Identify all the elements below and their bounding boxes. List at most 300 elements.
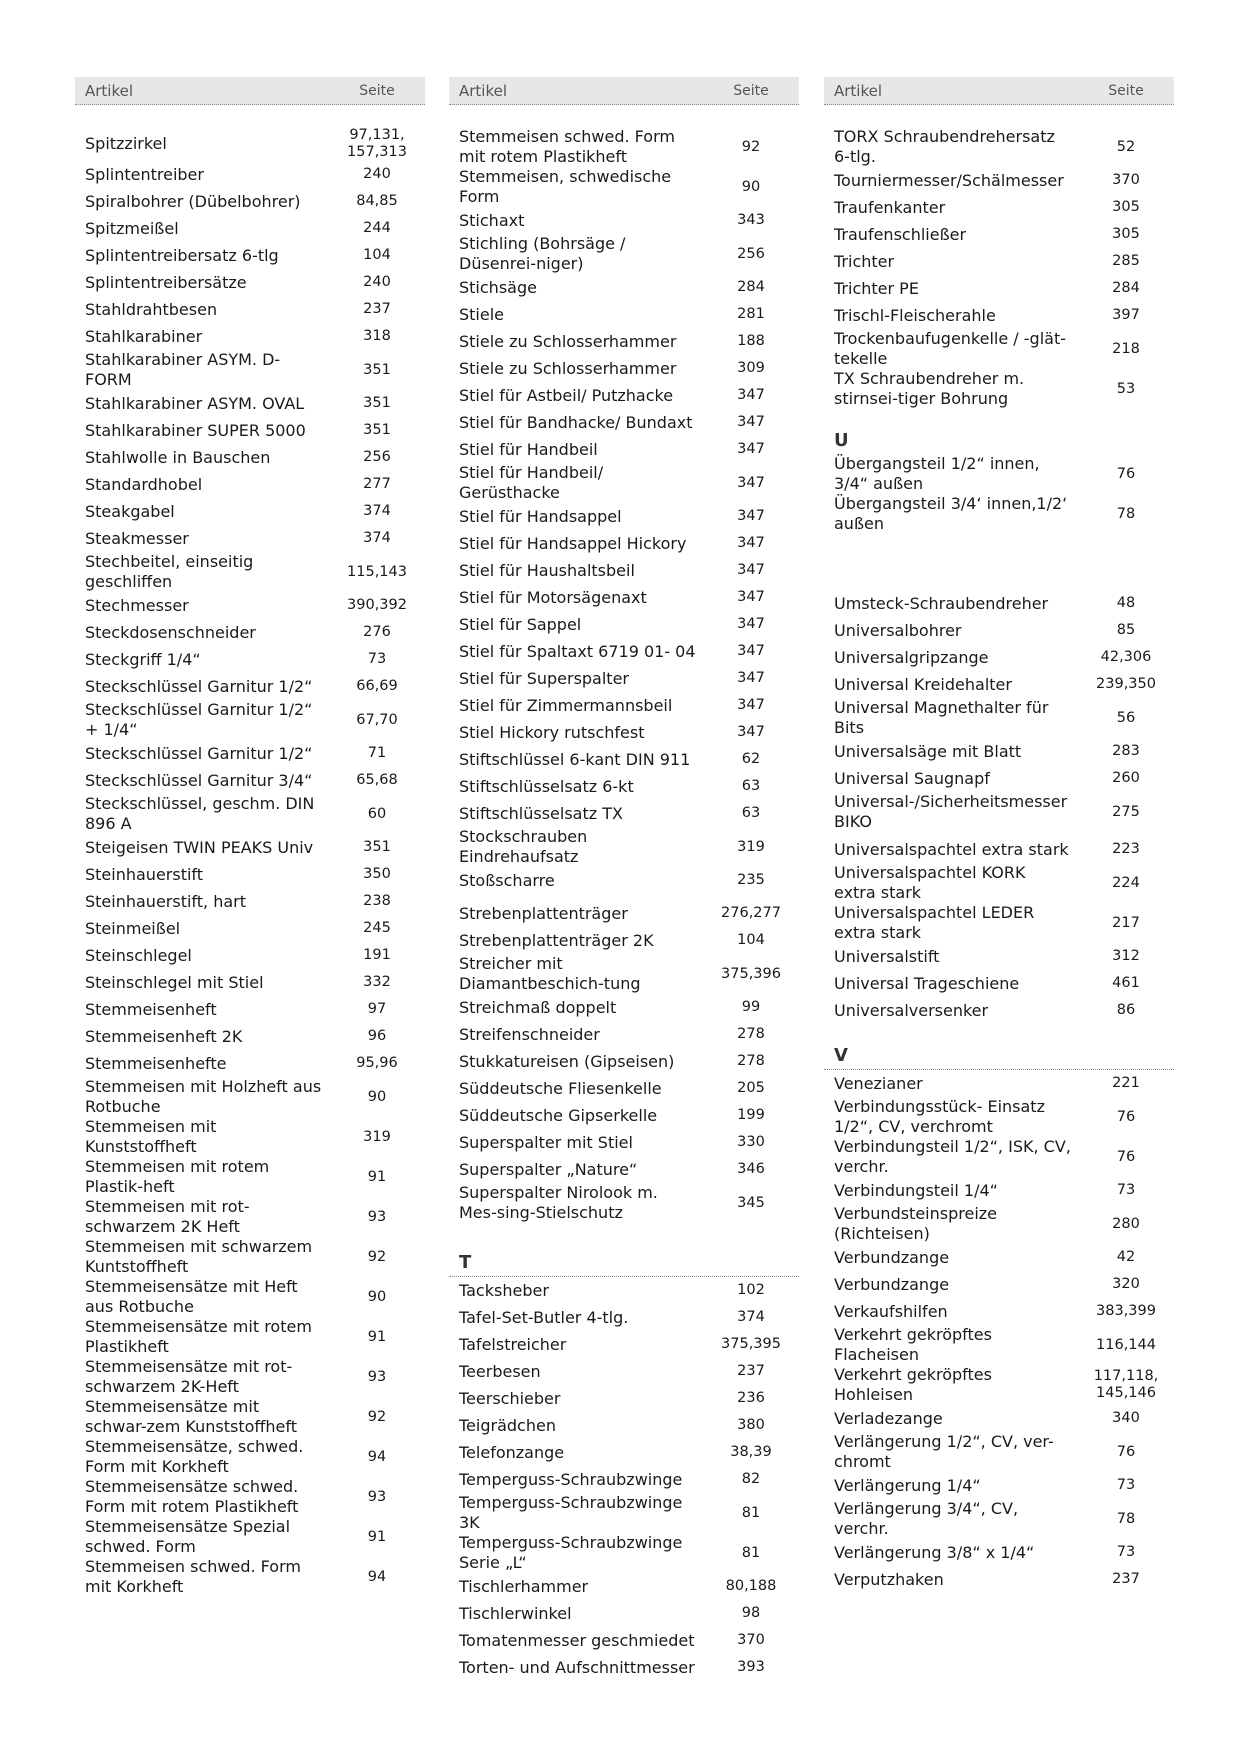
entry-page: 276 [363, 624, 391, 640]
entry-page: 281 [737, 306, 765, 322]
entry-page: 347 [737, 387, 765, 403]
entry-page: 188 [737, 333, 765, 349]
index-entry [449, 234, 799, 274]
entry-name: Stemmeisensätze mit rot-schwarzem 2K-Heft [85, 1357, 293, 1396]
entry-page: 91 [367, 1328, 387, 1345]
entry-page: 91 [367, 1528, 387, 1545]
index-entry [449, 927, 799, 954]
entry-page: 332 [363, 974, 391, 990]
index-entry [449, 382, 799, 409]
entry-page: 82 [741, 1471, 761, 1487]
entry-page: 347 [737, 474, 765, 491]
index-entry [75, 1317, 425, 1357]
index-entry [824, 1432, 1174, 1472]
entry-page: 347 [737, 643, 765, 659]
entry-name: Stahlwolle in Bauschen [85, 447, 271, 467]
entry-page: 224 [1112, 874, 1140, 891]
entry-name: Steckschlüssel Garnitur 1/2“ [85, 676, 313, 696]
index-column-1 [75, 77, 425, 1597]
entry-page: 240 [363, 166, 391, 182]
entry-page: 42 [1116, 1249, 1136, 1265]
index-entry [449, 557, 799, 584]
spacer [824, 1024, 1174, 1042]
entry-name: Stemmeisen mit rot-schwarzem 2K Heft [85, 1197, 250, 1236]
entry-page: 71 [367, 745, 387, 761]
index-entry [449, 1466, 799, 1493]
index-entry [824, 1539, 1174, 1566]
index-entry [824, 671, 1174, 698]
entry-page: 221 [1112, 1075, 1140, 1091]
index-entry [75, 1437, 425, 1477]
entry-name: Stichsäge [459, 277, 537, 297]
index-entry [75, 700, 425, 740]
index-entry [824, 1365, 1174, 1405]
entry-name: Verbindungsteil 1/2“, ISK, CV, verchr. [834, 1137, 1071, 1176]
index-entry [449, 274, 799, 301]
index-entry [75, 915, 425, 942]
entry-page: 92 [741, 138, 761, 155]
index-entry [449, 355, 799, 382]
index-entry [75, 673, 425, 700]
entry-name: Stemmeisen schwed. Form mit Korkheft [85, 1557, 301, 1596]
index-entry [75, 1117, 425, 1157]
entry-name: Temperguss-Schraubzwinge 3K [459, 1493, 683, 1532]
entry-name: Verbundzange [834, 1247, 950, 1267]
entry-page: 48 [1116, 595, 1136, 611]
index-entry [449, 1439, 799, 1466]
entry-name: Verkehrt gekröpftes Flacheisen [834, 1325, 992, 1364]
index-entry [75, 969, 425, 996]
index-entry [75, 1557, 425, 1597]
entry-name: Universalversenker [834, 1000, 989, 1020]
index-entry [449, 1183, 799, 1223]
index-entry [449, 584, 799, 611]
entry-name: Temperguss-Schraubzwinge Serie „L“ [459, 1533, 683, 1572]
entry-name: Stahldrahtbesen [85, 299, 218, 319]
index-entry [449, 746, 799, 773]
index-entry [449, 692, 799, 719]
entry-page: 319 [737, 838, 765, 855]
entry-name: Standardhobel [85, 474, 203, 494]
index-entry [75, 188, 425, 215]
index-entry [75, 942, 425, 969]
entry-page: 76 [1116, 1108, 1136, 1125]
entry-name: Stemmeisen mit rotem Plastik-heft [85, 1157, 270, 1196]
entry-name: Tourniermesser/Schälmesser [834, 170, 1064, 190]
index-entry [449, 1600, 799, 1627]
index-entry [824, 863, 1174, 903]
entry-name: Teigrädchen [459, 1415, 556, 1435]
entry-name: Streicher mit Diamantbeschich-tung [459, 954, 641, 993]
entry-page: 63 [741, 778, 761, 794]
index-entry [75, 525, 425, 552]
section-letter: U [834, 430, 849, 451]
index-entry [449, 827, 799, 867]
entry-name: Steakgabel [85, 501, 175, 521]
entry-name: Umsteck-Schraubendreher [834, 593, 1049, 613]
entry-page: 280 [1112, 1215, 1140, 1232]
entry-name: Stemmeisensätze mit rotem Plastikheft [85, 1317, 312, 1356]
index-entry [824, 644, 1174, 671]
entry-page: 278 [737, 1026, 765, 1042]
entry-page: 76 [1116, 465, 1136, 482]
entry-name: Stiele zu Schlosserhammer [459, 358, 677, 378]
entry-name: Spiralbohrer (Dübelbohrer) [85, 191, 301, 211]
index-entry [449, 800, 799, 827]
entry-page: 73 [367, 651, 387, 667]
entry-page: 115,143 [347, 563, 407, 580]
index-entry [75, 1023, 425, 1050]
entry-name: Teerbesen [459, 1361, 541, 1381]
entry-name: Trischl-Fleischerahle [834, 305, 996, 325]
entry-name: Superspalter Nirolook m. Mes-sing-Stielschutz [459, 1183, 658, 1222]
index-entry [824, 248, 1174, 275]
index-entry [449, 1533, 799, 1573]
section-letter: T [449, 1249, 799, 1277]
entry-name: Stiel für Sappel [459, 614, 582, 634]
entry-page: 78 [1116, 1510, 1136, 1527]
entry-page: 347 [737, 441, 765, 457]
index-entry [75, 1237, 425, 1277]
entry-name: Stichling (Bohrsäge / Düsenrei-niger) [459, 234, 626, 273]
entry-name: Spitzzirkel [85, 134, 167, 153]
entry-name: Verlängerung 3/8“ x 1/4“ [834, 1542, 1035, 1562]
entry-page: 94 [367, 1448, 387, 1465]
entry-page: 347 [737, 589, 765, 605]
entry-name: Stemmeisenheft 2K [85, 1026, 243, 1046]
entry-name: Universalspachtel KORK extra stark [834, 863, 1026, 902]
index-entry [824, 792, 1174, 832]
index-entry [75, 242, 425, 269]
entry-page: 256 [363, 449, 391, 465]
entry-page: 374 [363, 503, 391, 519]
index-entry [824, 454, 1174, 494]
entry-page: 90 [741, 178, 761, 195]
index-entry [449, 436, 799, 463]
entry-name: Stemmeisensätze mit Heft aus Rotbuche [85, 1277, 298, 1316]
entry-page: 285 [1112, 253, 1140, 269]
entry-name: Verladezange [834, 1408, 943, 1428]
entry-page: 66,69 [356, 678, 398, 694]
entry-page: 393 [737, 1659, 765, 1675]
index-entry [449, 1102, 799, 1129]
entry-list [449, 105, 799, 1681]
entry-page: 351 [363, 395, 391, 411]
index-entry [75, 794, 425, 834]
entry-name: Universal-/Sicherheitsmesser BIKO [834, 792, 1068, 831]
entry-page: 235 [737, 872, 765, 888]
entry-name: Verlängerung 3/4“, CV, verchr. [834, 1499, 1019, 1538]
entry-name: Steigeisen TWIN PEAKS Univ [85, 837, 314, 857]
entry-name: Strebenplattenträger 2K [459, 930, 654, 950]
entry-name: Traufenkanter [834, 197, 946, 217]
header-page: Seite [733, 82, 769, 99]
entry-page: 63 [741, 805, 761, 821]
index-entry [75, 350, 425, 390]
entry-page: 217 [1112, 914, 1140, 931]
index-entry [449, 665, 799, 692]
entry-name: Steinhauerstift [85, 864, 204, 884]
index-entry [824, 943, 1174, 970]
entry-name: Universal Magnethalter für Bits [834, 698, 1049, 737]
entry-page: 94 [367, 1568, 387, 1585]
index-column-2 [449, 77, 799, 1681]
index-entry [824, 369, 1174, 409]
index-entry [75, 646, 425, 673]
entry-name: Tischlerhammer [459, 1576, 589, 1596]
entry-page: 62 [741, 751, 761, 767]
index-entry [449, 719, 799, 746]
entry-name: Übergangsteil 1/2“ innen, 3/4“ außen [834, 454, 1040, 493]
entry-page: 375,395 [721, 1336, 781, 1352]
entry-name: Verbundzange [834, 1274, 950, 1294]
index-entry [824, 997, 1174, 1024]
entry-name: Verlängerung 1/2“, CV, ver-chromt [834, 1432, 1054, 1471]
entry-name: Superspalter „Nature“ [459, 1159, 638, 1179]
index-entry [449, 1358, 799, 1385]
spacer [824, 534, 1174, 590]
entry-page: 343 [737, 212, 765, 228]
entry-name: Stiel für Superspalter [459, 668, 629, 688]
index-entry [75, 619, 425, 646]
entry-page: 95,96 [356, 1055, 398, 1071]
entry-name: Süddeutsche Gipserkelle [459, 1105, 658, 1125]
entry-page: 275 [1112, 803, 1140, 820]
entry-page: 238 [363, 893, 391, 909]
index-entry [75, 471, 425, 498]
entry-name: Stiel für Handbeil [459, 439, 598, 459]
index-column-3 [824, 77, 1174, 1593]
entry-page: 347 [737, 616, 765, 632]
index-entry [824, 1204, 1174, 1244]
index-entry [824, 1405, 1174, 1432]
entry-page: 85 [1116, 622, 1136, 638]
entry-name: Stockschrauben Eindrehaufsatz [459, 827, 588, 866]
entry-name: Universalbohrer [834, 620, 962, 640]
entry-page: 67,70 [356, 711, 398, 728]
entry-name: Stiel für Zimmermannsbeil [459, 695, 673, 715]
index-entry [824, 302, 1174, 329]
entry-page: 351 [363, 839, 391, 855]
entry-name: Stemmeisen mit Kunststoffheft [85, 1117, 217, 1156]
entry-name: TORX Schraubendrehersatz 6-tlg. [834, 127, 1055, 166]
entry-name: Verkehrt gekröpftes Hohleisen [834, 1365, 992, 1404]
entry-name: Stiel für Astbeil/ Putzhacke [459, 385, 674, 405]
entry-name: Torten- und Aufschnittmesser [459, 1657, 695, 1677]
entry-page: 104 [737, 932, 765, 948]
entry-list [824, 105, 1174, 1593]
entry-page: 347 [737, 414, 765, 430]
entry-name: Stukkatureisen (Gipseisen) [459, 1051, 675, 1071]
index-entry [449, 463, 799, 503]
entry-page: 223 [1112, 841, 1140, 857]
index-entry [824, 765, 1174, 792]
index-entry [75, 996, 425, 1023]
entry-name: Stemmeisen mit Holzheft aus Rotbuche [85, 1077, 322, 1116]
entry-name: Steinschlegel mit Stiel [85, 972, 264, 992]
entry-name: Stahlkarabiner ASYM. D-FORM [85, 350, 281, 389]
entry-name: Stiftschlüsselsatz 6-kt [459, 776, 634, 796]
entry-name: Verputzhaken [834, 1569, 944, 1589]
entry-page: 244 [363, 220, 391, 236]
entry-name: Steckgriff 1/4“ [85, 649, 201, 669]
entry-page: 390,392 [347, 597, 407, 613]
entry-name: Stichaxt [459, 210, 525, 230]
index-entry [449, 1573, 799, 1600]
entry-page: 56 [1116, 709, 1136, 726]
index-entry [824, 738, 1174, 765]
entry-name: Stemmeisensätze mit schwar-zem Kunststoffheft [85, 1397, 298, 1436]
entry-name: Steinmeißel [85, 918, 181, 938]
entry-page: 97 [367, 1001, 387, 1017]
index-entry [449, 328, 799, 355]
column-header [75, 77, 425, 105]
entry-name: Steckschlüssel Garnitur 1/2“ [85, 743, 313, 763]
entry-name: Verlängerung 1/4“ [834, 1475, 981, 1495]
index-entry [824, 127, 1174, 167]
entry-name: Steckschlüssel Garnitur 1/2“ + 1/4“ [85, 700, 313, 739]
header-page: Seite [1108, 82, 1144, 99]
index-entry [449, 867, 799, 894]
entry-page: 65,68 [356, 772, 398, 788]
entry-name: Stemmeisenhefte [85, 1053, 227, 1073]
entry-name: Splintentreibersatz 6-tlg [85, 245, 279, 265]
entry-name: Spitzmeißel [85, 218, 179, 238]
entry-page: 81 [741, 1544, 761, 1561]
entry-name: Universalgripzange [834, 647, 989, 667]
entry-page: 76 [1116, 1443, 1136, 1460]
entry-name: Stemmeisen, schwedische Form [459, 167, 672, 206]
spacer [824, 409, 1174, 427]
index-entry [824, 903, 1174, 943]
entry-name: Tafel-Set-Butler 4-tlg. [459, 1307, 629, 1327]
entry-name: Stiel für Motorsägenaxt [459, 587, 647, 607]
index-entry [824, 329, 1174, 369]
index-entry [449, 1493, 799, 1533]
entry-page: 347 [737, 508, 765, 524]
entry-name: Stiel für Spaltaxt 6719 01- 04 [459, 641, 696, 661]
header-article: Artikel [459, 81, 508, 100]
entry-name: Strebenplattenträger [459, 903, 628, 923]
entry-page: 90 [367, 1288, 387, 1305]
entry-page: 347 [737, 724, 765, 740]
entry-page: 53 [1116, 380, 1136, 397]
index-entry [824, 590, 1174, 617]
entry-page: 92 [367, 1248, 387, 1265]
entry-name: Verbundsteinspreize (Richteisen) [834, 1204, 998, 1243]
entry-name: Telefonzange [459, 1442, 565, 1462]
entry-name: Tacksheber [459, 1280, 549, 1300]
index-entry [449, 611, 799, 638]
entry-name: Verkaufshilfen [834, 1301, 948, 1321]
section-letter: V [824, 1042, 1174, 1070]
entry-page: 237 [363, 301, 391, 317]
index-entry [449, 409, 799, 436]
column-header [449, 77, 799, 105]
entry-page: 73 [1116, 1477, 1136, 1493]
entry-page: 199 [737, 1107, 765, 1123]
index-entry [824, 167, 1174, 194]
index-entry [75, 215, 425, 242]
entry-page: 91 [367, 1168, 387, 1185]
entry-page: 305 [1112, 226, 1140, 242]
index-entry [824, 1177, 1174, 1204]
entry-page: 90 [367, 1088, 387, 1105]
entry-page: 351 [363, 361, 391, 378]
entry-name: Universalspachtel LEDER extra stark [834, 903, 1035, 942]
entry-page: 374 [363, 530, 391, 546]
entry-name: Universalsäge mit Blatt [834, 741, 1022, 761]
index-entry [449, 127, 799, 167]
index-entry [449, 1412, 799, 1439]
index-entry [75, 1197, 425, 1237]
index-entry [824, 836, 1174, 863]
entry-name: Splintentreiber [85, 164, 204, 184]
entry-name: Stiftschlüssel 6-kant DIN 911 [459, 749, 691, 769]
entry-page: 340 [1112, 1410, 1140, 1426]
index-entry [75, 269, 425, 296]
entry-page: 276,277 [721, 905, 781, 921]
index-entry [449, 1129, 799, 1156]
entry-name: Steinhauerstift, hart [85, 891, 247, 911]
index-entry [824, 1499, 1174, 1539]
entry-page: 81 [741, 1504, 761, 1521]
entry-page: 99 [741, 999, 761, 1015]
entry-name: Streichmaß doppelt [459, 997, 617, 1017]
entry-page: 191 [363, 947, 391, 963]
index-entry [449, 207, 799, 234]
index-entry [824, 1472, 1174, 1499]
entry-page: 380 [737, 1417, 765, 1433]
index-entry [449, 167, 799, 207]
entry-name: Stoßscharre [459, 870, 555, 890]
entry-page: 97,131, 157,313 [347, 127, 407, 160]
entry-page: 98 [741, 1605, 761, 1621]
entry-page: 375,396 [721, 965, 781, 982]
entry-page: 256 [737, 245, 765, 262]
entry-page: 38,39 [730, 1444, 772, 1460]
index-entry [449, 1331, 799, 1358]
entry-page: 104 [363, 247, 391, 263]
index-entry [75, 767, 425, 794]
index-entry [824, 1566, 1174, 1593]
entry-name: Venezianer [834, 1073, 923, 1093]
spacer [449, 1223, 799, 1249]
entry-page: 218 [1112, 340, 1140, 357]
entry-page: 78 [1116, 505, 1136, 522]
index-entry [75, 552, 425, 592]
entry-page: 237 [737, 1363, 765, 1379]
index-entry [75, 834, 425, 861]
index-entry [824, 1271, 1174, 1298]
entry-page: 117,118, 145,146 [1093, 1368, 1159, 1401]
index-entry [75, 1397, 425, 1437]
entry-page: 350 [363, 866, 391, 882]
entry-page: 319 [363, 1128, 391, 1145]
entry-page: 84,85 [356, 193, 398, 209]
entry-name: Trichter PE [834, 278, 919, 298]
index-entry [449, 530, 799, 557]
entry-page: 237 [1112, 1571, 1140, 1587]
entry-name: Stechmesser [85, 595, 189, 615]
entry-page: 60 [367, 805, 387, 822]
index-entry [449, 954, 799, 994]
entry-name: Steckschlüssel Garnitur 3/4“ [85, 770, 313, 790]
entry-name: Superspalter mit Stiel [459, 1132, 633, 1152]
entry-page: 73 [1116, 1182, 1136, 1198]
entry-page: 116,144 [1096, 1336, 1156, 1353]
entry-page: 351 [363, 422, 391, 438]
